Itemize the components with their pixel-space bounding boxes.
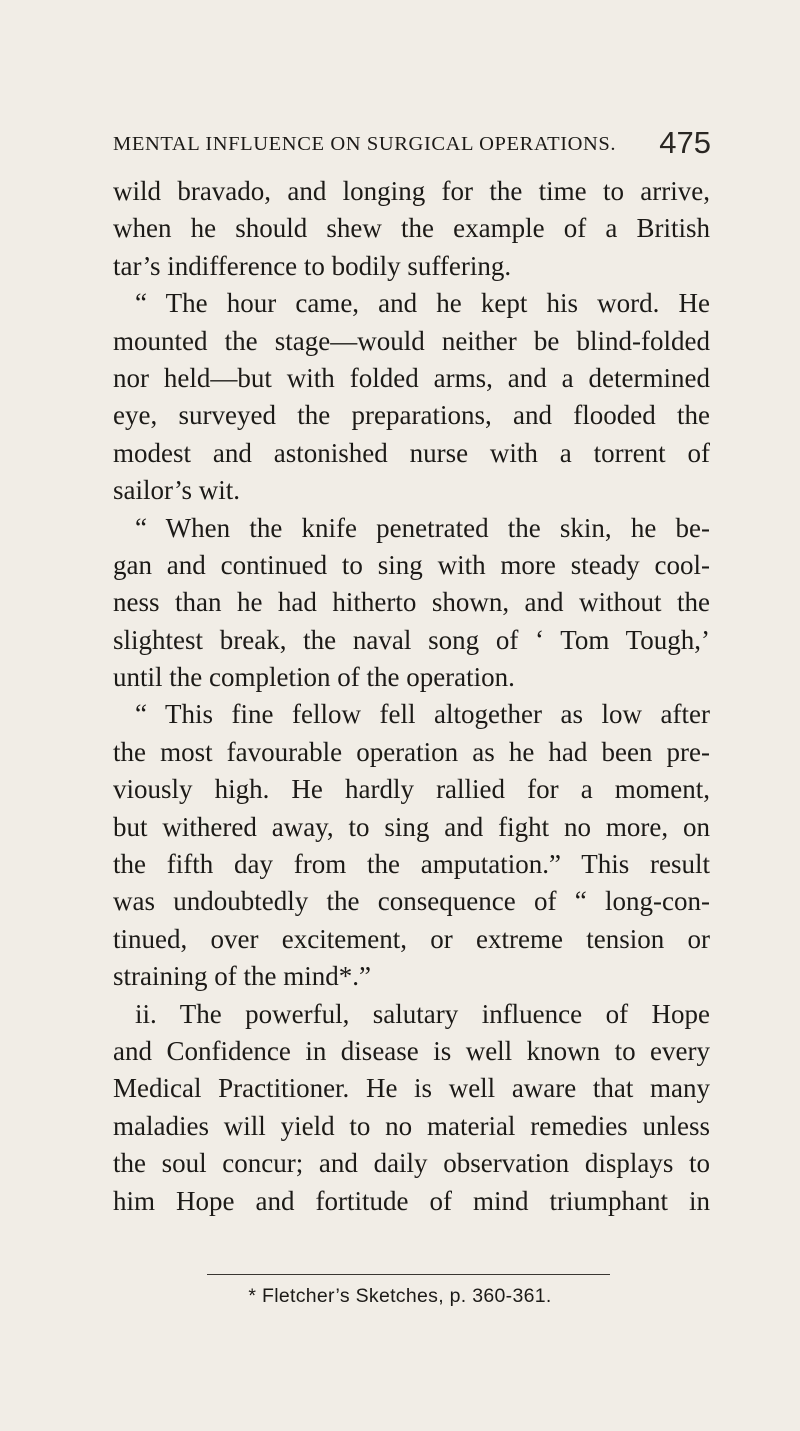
text-line: slightest break, the naval song of ‘ Tom Tough,’ [113, 624, 710, 655]
text-line: eye, surveyed the preparations, and flooded the [113, 400, 710, 431]
text-line: modest and astonished nurse with a torrent of [113, 437, 710, 468]
text-line: viously high. He hardly rallied for a moment, [113, 774, 710, 805]
text-line: tar’s indifference to bodily suffering. [113, 250, 512, 281]
text-line: “ This fine fellow fell altogether as low after [135, 699, 710, 730]
text-line: “ When the knife penetrated the skin, he be- [135, 512, 710, 543]
text-line: ii. The powerful, salutary influence of Hope [135, 998, 710, 1029]
text-line: sailor’s wit. [113, 475, 240, 506]
text-line: straining of the mind*.” [113, 961, 371, 992]
text-line: the soul concur; and daily observation displays to [113, 1148, 710, 1179]
text-line: until the completion of the operation. [113, 662, 515, 693]
running-head [113, 125, 713, 165]
page-number: 475 [659, 125, 711, 160]
text-line: when he should shew the example of a British [113, 213, 710, 244]
running-title: MENTAL INFLUENCE ON SURGICAL OPERATIONS. [113, 133, 617, 155]
text-line: but withered away, to sing and fight no more, on [113, 811, 710, 842]
text-line: Medical Practitioner. He is well aware that many [113, 1073, 710, 1104]
text-line: was undoubtedly the consequence of “ long-con- [113, 886, 710, 917]
text-line: maladies will yield to no material remedies unless [113, 1110, 710, 1141]
text-line: ness than he had hitherto shown, and without the [113, 587, 710, 618]
text-line: him Hope and fortitude of mind triumphant in [113, 1185, 710, 1216]
body-text [113, 173, 710, 1220]
text-line: nor held—but with folded arms, and a determined [113, 362, 710, 393]
text-line: tinued, over excitement, or extreme tension or [113, 923, 710, 954]
footnote: * Fletcher’s Sketches, p. 360-361. [248, 1285, 552, 1307]
text-line: gan and continued to sing with more steady cool- [113, 549, 710, 580]
text-line: the fifth day from the amputation.” This result [113, 849, 710, 880]
text-line: and Confidence in disease is well known to every [113, 1035, 710, 1066]
text-line: the most favourable operation as he had been pre- [113, 736, 710, 767]
footnote-divider [207, 1274, 610, 1275]
text-line: “ The hour came, and he kept his word. He [135, 288, 710, 319]
text-line: wild bravado, and longing for the time to arrive, [113, 176, 710, 206]
text-line: mounted the stage—would neither be blind-folded [113, 325, 710, 356]
